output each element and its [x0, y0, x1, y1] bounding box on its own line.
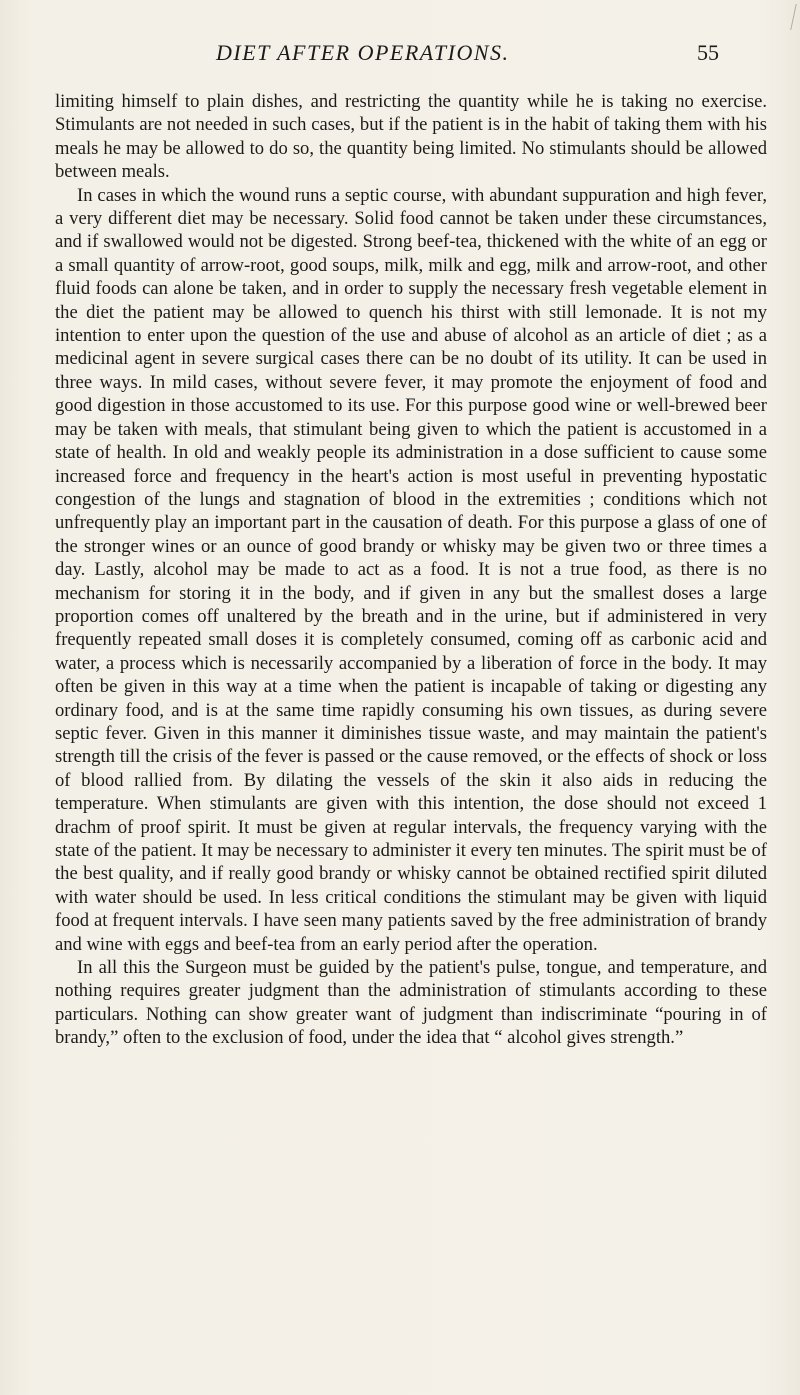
page-header [0, 38, 800, 78]
body-text [55, 90, 767, 1050]
page-corner-mark [784, 4, 797, 30]
page-number: 55 [697, 40, 719, 65]
paragraph-septic-course: In cases in which the wound runs a septic course, with abundant suppuration and high fever, a very different diet may be necessary. Solid food cannot be taken under these circumstances, and if swallowed would not be digested. Strong beef-tea, thickened with the white of an egg or a small quantity of arrow-root, good soups, milk, milk and egg, milk and arrow-root, and other fluid foods can alone be taken, and in order to supply the necessary fresh vegetable element in the diet the patient may be allowed to quench his thirst with still lemonade. It is not my intention to enter upon the question of the use and abuse of alcohol as an article of diet ; as a medicinal agent in severe surgical cases there can be no doubt of its utility. It can be used in three ways. In mild cases, without severe fever, it may promote the enjoyment of food and good digestion in those accustomed to its use. For this purpose good wine or well-brewed beer may be taken with meals, that stimulant being given to which the patient is accustomed in a state of health. In old and weakly people its administration in a dose sufficient to cause some increased force and frequency in the heart's action is most useful in preventing hypostatic congestion of the lungs and stagnation of blood in the extremities ; conditions which not unfrequently play an important part in the causation of death. For this purpose a glass of one of the stronger wines or an ounce of good brandy or whisky may be given two or three times a day. Lastly, alcohol may be made to act as a food. It is not a true food, as there is no mechanism for storing it in the body, and if given in any but the smallest doses a large proportion comes off unaltered by the breath and in the urine, but if administered in very frequently repeated small doses it is completely consumed, coming off as carbonic acid and water, a process which is necessarily accompanied by a liberation of force in the body. It may often be given in this way at a time when the patient is incapable of taking or digesting any ordinary food, and is at the same time rapidly consuming his own tissues, as during severe septic fever. Given in this manner it diminishes tissue waste, and may maintain the patient's strength till the crisis of the fever is passed or the cause removed, or the effects of shock or loss of blood rallied from. By dilating the vessels of the skin it also aids in reducing the temperature. When stimulants are given with this intention, the dose should not exceed 1 drachm of proof spirit. It must be given at regular intervals, the frequency varying with the state of the patient. It may be necessary to administer it every ten minutes. The spirit must be of the best quality, and if really good brandy or whisky cannot be obtained rectified spirit diluted with water should be used. In less critical conditions the stimulant may be given with liquid food at frequent intervals. I have seen many patients saved by the free administration of brandy and wine with eggs and beef-tea from an early period after the operation. [55, 184, 767, 955]
paragraph-continuation: limiting himself to plain dishes, and restricting the quantity while he is taking no exercise. Stimulants are not needed in such cases, but if the patient is in the habit of taking them with his meals he may be allowed to do so, the quantity being limited. No stimulants should be allowed between meals. [55, 91, 767, 183]
running-title: DIET AFTER OPERATIONS. [216, 40, 510, 65]
paragraph-surgeon-guidance: In all this the Surgeon must be guided by the patient's pulse, tongue, and temperature, and nothing requires greater judgment than the administration of stimulants according to these particulars. Nothing can show greater want of judgment than indiscriminate “pouring in of brandy,” often to the exclusion of food, under the idea that “ alcohol gives strength.” [55, 957, 767, 1049]
